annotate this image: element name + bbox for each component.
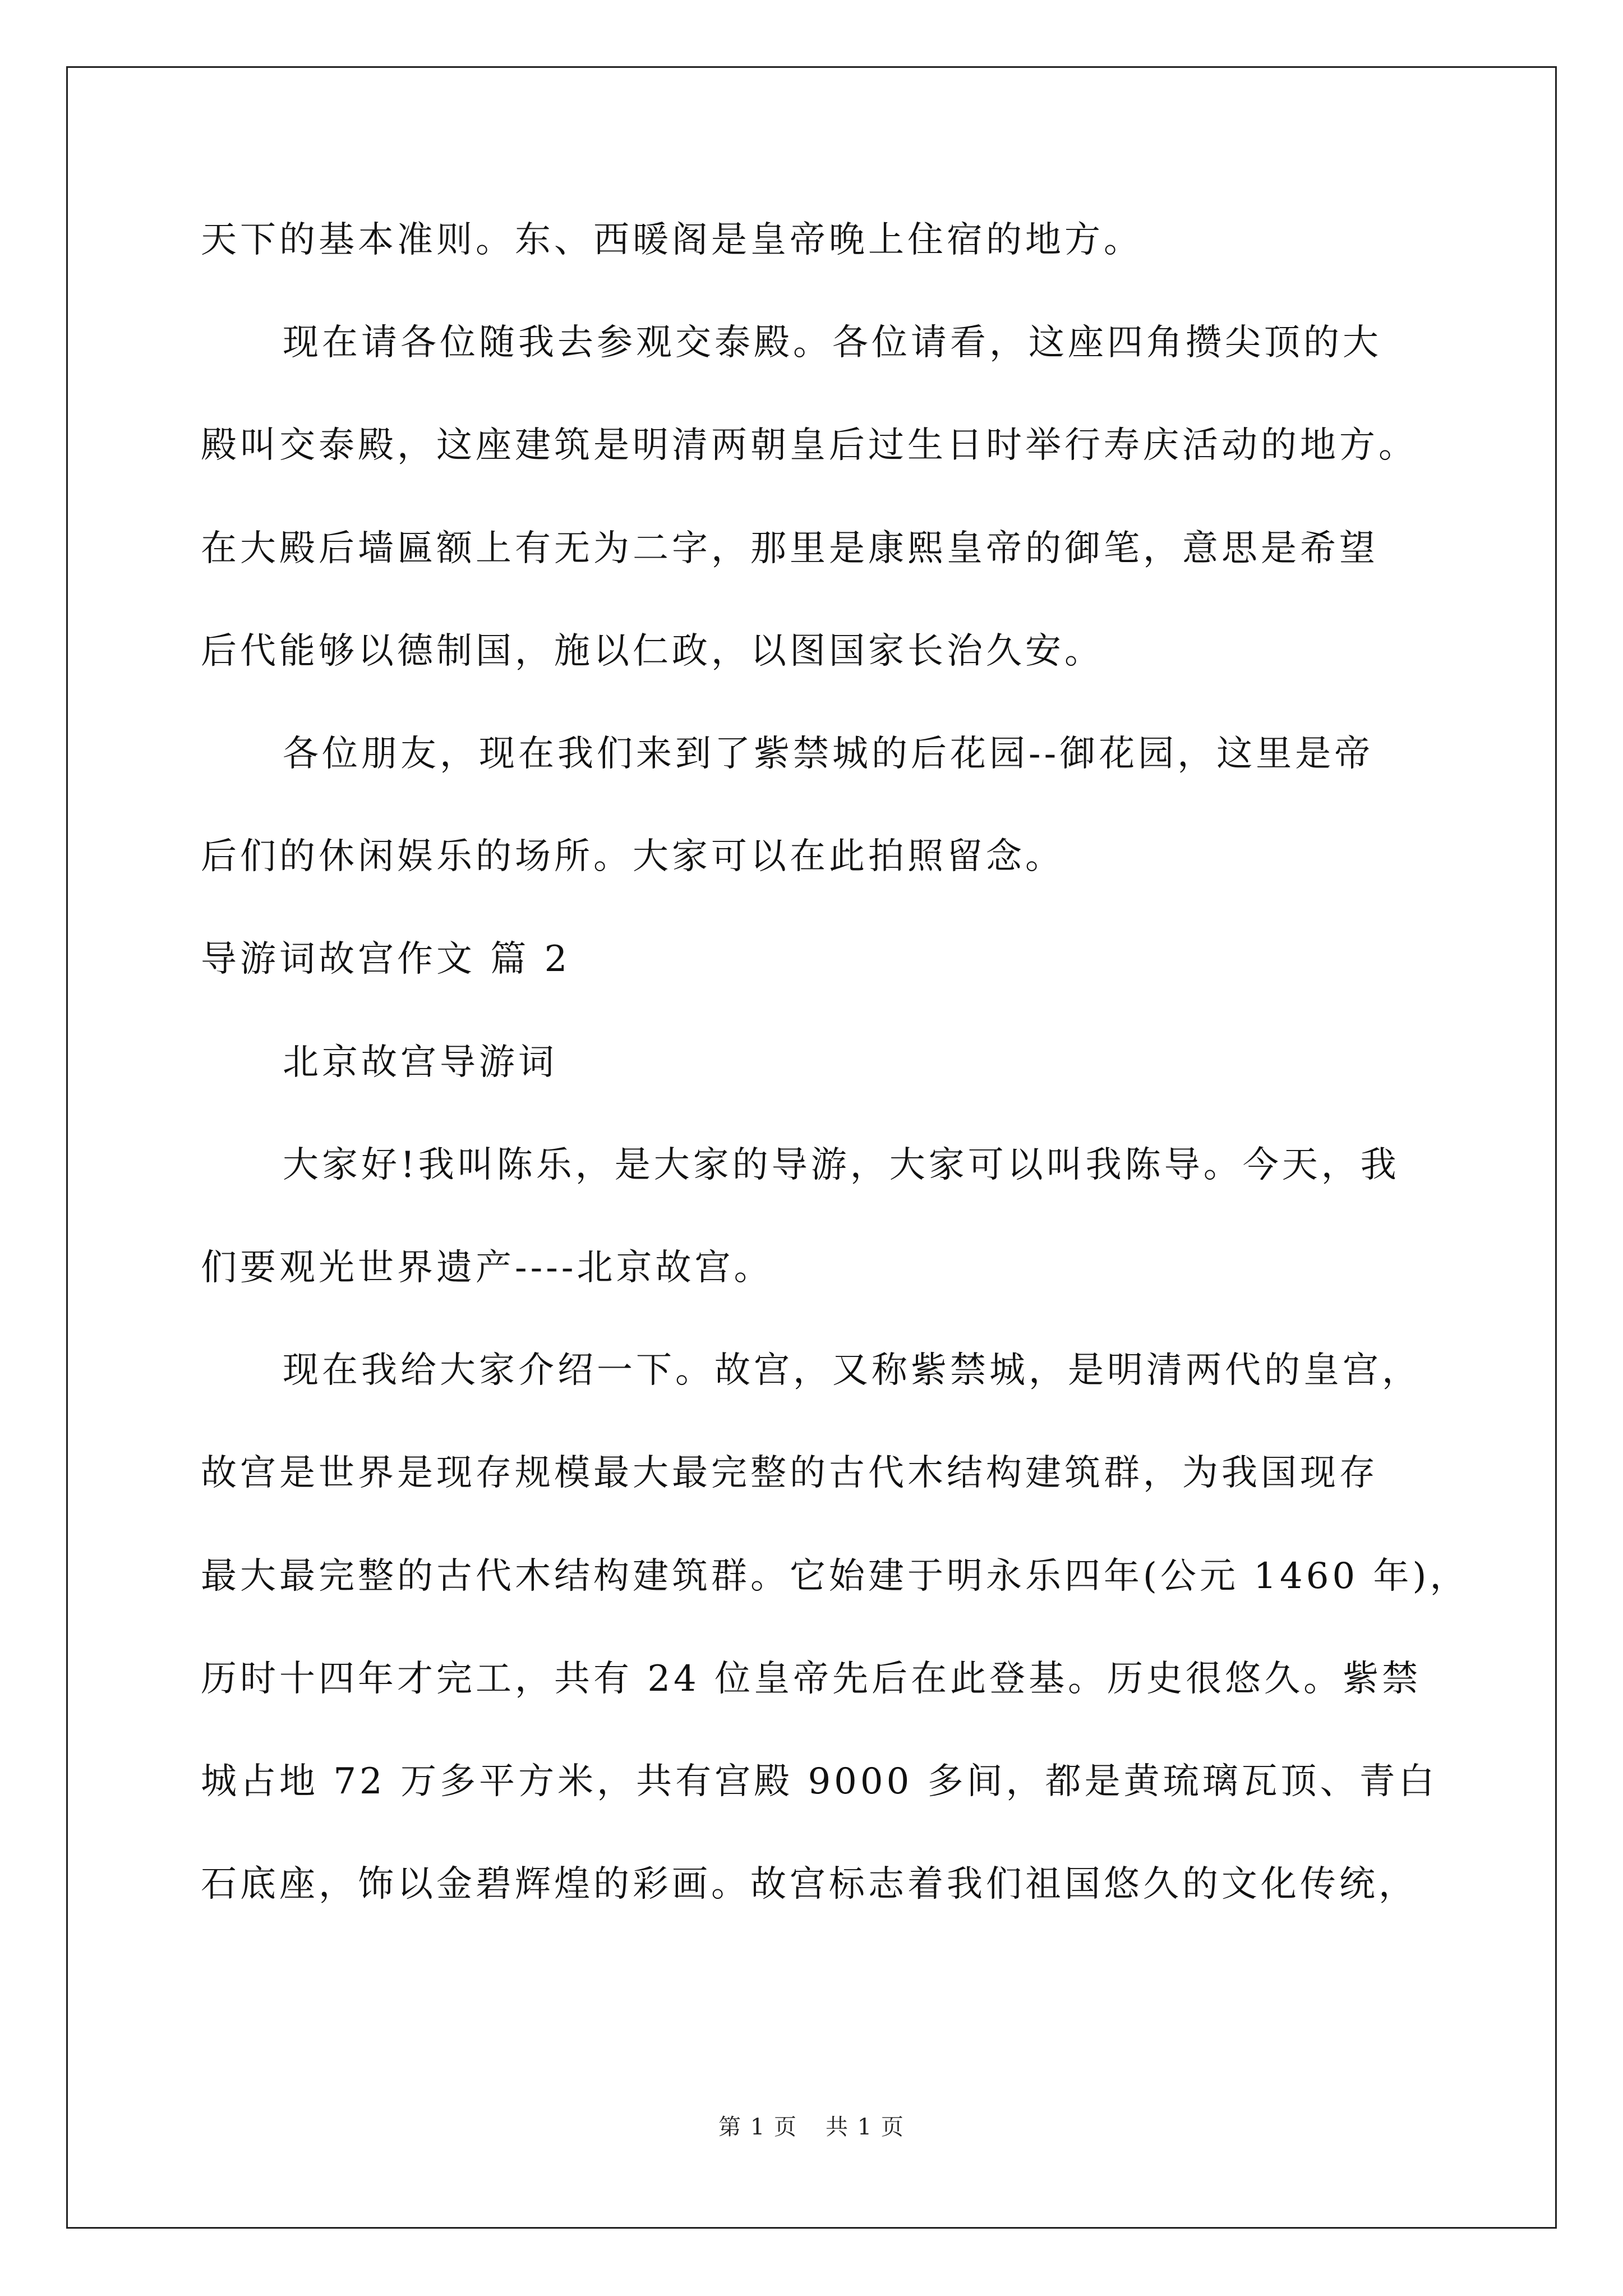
paragraph-line: 现在请各位随我去参观交泰殿。各位请看，这座四角攒尖顶的大 [283, 322, 1382, 364]
paragraph-line: 们要观光世界遗产----北京故宫。 [201, 1247, 773, 1289]
paragraph-line: 历时十四年才完工，共有 24 位皇帝先后在此登基。历史很悠久。紫禁 [201, 1658, 1422, 1700]
paragraph-line: 殿叫交泰殿，这座建筑是明清两朝皇后过生日时举行寿庆活动的地方。 [201, 425, 1418, 466]
paragraph-line: 各位朋友，现在我们来到了紫禁城的后花园--御花园，这里是帝 [283, 733, 1374, 775]
paragraph-line: 最大最完整的古代木结构建筑群。它始建于明永乐四年(公元 1460 年)， [201, 1556, 1469, 1597]
paragraph-line: 城占地 72 万多平方米，共有宫殿 9000 多间，都是黄琉璃瓦顶、青白 [201, 1761, 1438, 1802]
page-footer [0, 2109, 1623, 2141]
page-number: 第 1 页 [718, 2114, 797, 2140]
paragraph-line: 故宫是世界是现存规模最大最完整的古代木结构建筑群，为我国现存 [201, 1452, 1378, 1494]
paragraph-line: 在大殿后墙匾额上有无为二字，那里是康熙皇帝的御笔，意思是希望 [201, 528, 1378, 569]
paragraph-line: 后们的休闲娱乐的场所。大家可以在此拍照留念。 [201, 836, 1064, 877]
paragraph-line: 石底座，饰以金碧辉煌的彩画。故宫标志着我们祖国悠久的文化传统， [201, 1864, 1418, 1905]
paragraph-line: 北京故宫导游词 [283, 1042, 557, 1083]
section-heading: 导游词故宫作文 篇 2 [201, 938, 571, 980]
paragraph-line: 大家好!我叫陈乐，是大家的导游，大家可以叫我陈导。今天，我 [283, 1144, 1400, 1186]
paragraph-line: 后代能够以德制国，施以仁政，以图国家长治久安。 [201, 631, 1104, 672]
paragraph-line: 天下的基本准则。东、西暖阁是皇帝晚上住宿的地方。 [201, 219, 1143, 261]
paragraph-line: 现在我给大家介绍一下。故宫，又称紫禁城，是明清两代的皇宫， [283, 1350, 1421, 1391]
page-total: 共 1 页 [826, 2114, 905, 2140]
